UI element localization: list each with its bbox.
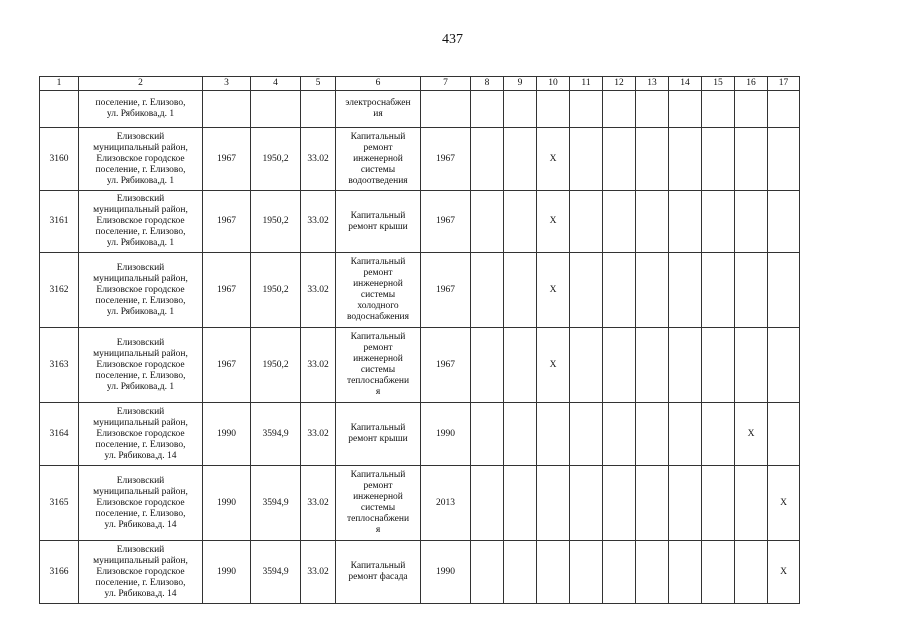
mark-cell bbox=[603, 253, 636, 328]
address-cell-line: Елизовский bbox=[116, 194, 165, 204]
mark-cell bbox=[735, 541, 768, 604]
work-type-cell-line: ремонт крыши bbox=[348, 221, 408, 232]
mark-cell bbox=[537, 91, 570, 128]
year-cell bbox=[203, 91, 251, 128]
code-cell: 33.02 bbox=[301, 541, 336, 604]
code-cell: 33.02 bbox=[301, 128, 336, 191]
mark-cell: X bbox=[537, 328, 570, 403]
mark-cell bbox=[537, 541, 570, 604]
header-cell: 6 bbox=[336, 77, 421, 91]
mark-cell: X bbox=[537, 253, 570, 328]
header-cell: 3 bbox=[203, 77, 251, 91]
mark-cell bbox=[603, 541, 636, 604]
work-type-cell-line: Капитальный bbox=[350, 423, 406, 433]
table-row bbox=[40, 128, 800, 191]
mark-cell bbox=[504, 128, 537, 191]
address-cell-line: ул. Рябикова,д. 14 bbox=[104, 450, 177, 461]
work-type-cell-line: инженерной bbox=[353, 153, 403, 164]
mark-cell: X bbox=[768, 466, 800, 541]
header-cell: 9 bbox=[504, 77, 537, 91]
mark-cell bbox=[735, 191, 768, 253]
mark-cell: X bbox=[735, 403, 768, 466]
work-type-cell-line: инженерной bbox=[353, 492, 403, 502]
year-col7-cell: 1967 bbox=[421, 253, 471, 328]
address-cell-line: Елизовское городское bbox=[96, 359, 185, 370]
year-cell: 1967 bbox=[203, 191, 251, 253]
mark-cell bbox=[504, 403, 537, 466]
mark-cell bbox=[504, 253, 537, 328]
address-cell bbox=[79, 191, 203, 253]
address-cell bbox=[79, 403, 203, 466]
address-cell-line: ул. Рябикова,д. 1 bbox=[106, 306, 175, 317]
mark-cell bbox=[702, 253, 735, 328]
year-col7-cell: 1967 bbox=[421, 328, 471, 403]
header-cell: 12 bbox=[603, 77, 636, 91]
row-number: 3164 bbox=[40, 403, 79, 466]
work-type-cell bbox=[336, 91, 421, 128]
mark-cell bbox=[636, 128, 669, 191]
address-cell-line: ул. Рябикова,д. 1 bbox=[106, 381, 175, 392]
mark-cell bbox=[504, 91, 537, 128]
work-type-cell-line: ремонт крыши bbox=[348, 434, 408, 444]
address-cell-line: муниципальный район, bbox=[93, 417, 188, 428]
address-cell-line: муниципальный район, bbox=[93, 555, 188, 566]
address-cell bbox=[79, 328, 203, 403]
address-cell-line: Елизовский bbox=[116, 337, 165, 348]
work-type-cell-line: Капитальный bbox=[350, 257, 406, 267]
mark-cell bbox=[504, 191, 537, 253]
address-cell-line: Елизовское городское bbox=[96, 428, 185, 439]
area-cell: 1950,2 bbox=[251, 253, 301, 328]
mark-cell bbox=[636, 91, 669, 128]
row-number: 3165 bbox=[40, 466, 79, 541]
work-type-cell bbox=[336, 191, 421, 253]
mark-cell bbox=[669, 91, 702, 128]
header-cell: 16 bbox=[735, 77, 768, 91]
address-cell bbox=[79, 253, 203, 328]
mark-cell bbox=[636, 328, 669, 403]
address-cell-line: Елизовский bbox=[116, 406, 165, 417]
mark-cell bbox=[570, 191, 603, 253]
address-cell-line: Елизовский bbox=[116, 544, 165, 555]
mark-cell bbox=[504, 328, 537, 403]
header-cell: 13 bbox=[636, 77, 669, 91]
work-type-cell-line: ремонт bbox=[363, 142, 393, 153]
header-cell: 7 bbox=[421, 77, 471, 91]
address-cell-line: Елизовское городское bbox=[96, 284, 185, 295]
area-cell: 1950,2 bbox=[251, 128, 301, 191]
area-cell: 3594,9 bbox=[251, 466, 301, 541]
mark-cell bbox=[471, 328, 504, 403]
mark-cell bbox=[603, 403, 636, 466]
mark-cell bbox=[735, 253, 768, 328]
mark-cell bbox=[702, 91, 735, 128]
mark-cell bbox=[669, 128, 702, 191]
work-type-cell-line: холодного bbox=[357, 301, 399, 311]
header-cell: 17 bbox=[768, 77, 800, 91]
work-type-cell-line: теплоснабжени bbox=[346, 376, 410, 386]
mark-cell bbox=[603, 328, 636, 403]
address-cell bbox=[79, 91, 203, 128]
address-cell-line: Елизовский bbox=[116, 262, 165, 273]
mark-cell bbox=[603, 466, 636, 541]
work-type-cell-line: ремонт bbox=[363, 343, 393, 353]
mark-cell bbox=[768, 91, 800, 128]
work-type-cell bbox=[336, 403, 421, 466]
work-type-cell-line: Капитальный bbox=[350, 470, 406, 480]
header-cell: 4 bbox=[251, 77, 301, 91]
mark-cell: X bbox=[537, 191, 570, 253]
work-type-cell-line: Капитальный bbox=[350, 131, 406, 142]
address-cell-line: Елизовское городское bbox=[96, 153, 185, 164]
table-row bbox=[40, 541, 800, 604]
row-number: 3166 bbox=[40, 541, 79, 604]
mark-cell bbox=[702, 128, 735, 191]
year-col7-cell: 1990 bbox=[421, 403, 471, 466]
table-row bbox=[40, 328, 800, 403]
mark-cell bbox=[570, 128, 603, 191]
work-type-cell bbox=[336, 253, 421, 328]
table-row bbox=[40, 191, 800, 253]
work-type-cell-line: электроснабжен bbox=[345, 98, 411, 108]
mark-cell bbox=[636, 541, 669, 604]
row-number: 3160 bbox=[40, 128, 79, 191]
mark-cell bbox=[603, 91, 636, 128]
mark-cell bbox=[504, 466, 537, 541]
address-cell-line: Елизовское городское bbox=[96, 216, 185, 226]
row-number: 3163 bbox=[40, 328, 79, 403]
area-cell: 1950,2 bbox=[251, 328, 301, 403]
work-type-cell bbox=[336, 466, 421, 541]
mark-cell bbox=[669, 191, 702, 253]
address-cell-line: Елизовское городское bbox=[96, 566, 185, 577]
area-cell: 1950,2 bbox=[251, 191, 301, 253]
mark-cell bbox=[570, 541, 603, 604]
mark-cell bbox=[768, 403, 800, 466]
mark-cell bbox=[669, 466, 702, 541]
header-cell: 1 bbox=[40, 77, 79, 91]
year-col7-cell: 1967 bbox=[421, 128, 471, 191]
work-type-cell bbox=[336, 128, 421, 191]
work-type-cell-line: ремонт фасада bbox=[348, 572, 408, 582]
address-cell bbox=[79, 541, 203, 604]
mark-cell bbox=[735, 466, 768, 541]
work-type-cell bbox=[336, 541, 421, 604]
table-row bbox=[40, 466, 800, 541]
year-col7-cell: 2013 bbox=[421, 466, 471, 541]
year-cell: 1990 bbox=[203, 466, 251, 541]
work-type-cell-line: водоснабжения bbox=[346, 312, 410, 322]
work-type-cell-line: теплоснабжени bbox=[346, 514, 410, 524]
address-cell-line: муниципальный район, bbox=[93, 486, 188, 497]
work-type-cell-line: Капитальный bbox=[350, 332, 406, 342]
address-cell-line: ул. Рябикова,д. 1 bbox=[106, 109, 175, 119]
mark-cell bbox=[603, 191, 636, 253]
mark-cell bbox=[702, 541, 735, 604]
address-cell-line: ул. Рябикова,д. 14 bbox=[104, 588, 177, 599]
address-cell bbox=[79, 128, 203, 191]
address-cell-line: поселение, г. Елизово, bbox=[95, 295, 186, 306]
code-cell: 33.02 bbox=[301, 403, 336, 466]
address-cell-line: ул. Рябикова,д. 1 bbox=[106, 175, 175, 186]
works-table bbox=[39, 76, 800, 604]
header-cell: 14 bbox=[669, 77, 702, 91]
header-cell: 15 bbox=[702, 77, 735, 91]
mark-cell bbox=[570, 91, 603, 128]
mark-cell bbox=[669, 253, 702, 328]
mark-cell bbox=[702, 328, 735, 403]
page-number: 437 bbox=[442, 32, 463, 47]
year-col7-cell: 1967 bbox=[421, 191, 471, 253]
address-cell-line: муниципальный район, bbox=[93, 273, 188, 284]
mark-cell bbox=[537, 403, 570, 466]
mark-cell bbox=[669, 328, 702, 403]
work-type-cell-line: системы bbox=[360, 290, 396, 300]
address-cell-line: поселение, г. Елизово, bbox=[95, 577, 186, 588]
work-type-cell-line: системы bbox=[360, 365, 396, 375]
code-cell: 33.02 bbox=[301, 466, 336, 541]
work-type-cell-line: системы bbox=[360, 164, 396, 175]
mark-cell bbox=[636, 253, 669, 328]
mark-cell bbox=[768, 328, 800, 403]
address-cell-line: Елизовское городское bbox=[96, 497, 185, 508]
mark-cell bbox=[768, 191, 800, 253]
mark-cell bbox=[504, 541, 537, 604]
code-cell: 33.02 bbox=[301, 253, 336, 328]
mark-cell bbox=[570, 328, 603, 403]
address-cell-line: ул. Рябикова,д. 14 bbox=[104, 519, 177, 530]
mark-cell bbox=[702, 466, 735, 541]
header-cell: 8 bbox=[471, 77, 504, 91]
work-type-cell-line: водоотведения bbox=[348, 175, 408, 186]
header-cell: 11 bbox=[570, 77, 603, 91]
mark-cell bbox=[570, 466, 603, 541]
mark-cell bbox=[735, 328, 768, 403]
year-cell: 1990 bbox=[203, 403, 251, 466]
year-cell: 1967 bbox=[203, 128, 251, 191]
mark-cell bbox=[471, 128, 504, 191]
year-col7-cell: 1990 bbox=[421, 541, 471, 604]
work-type-cell-line: системы bbox=[360, 503, 396, 513]
header-cell: 5 bbox=[301, 77, 336, 91]
header-row bbox=[40, 77, 800, 91]
work-type-cell-line: ремонт bbox=[363, 268, 393, 278]
code-cell: 33.02 bbox=[301, 328, 336, 403]
address-cell-line: муниципальный район, bbox=[93, 205, 188, 215]
area-cell: 3594,9 bbox=[251, 541, 301, 604]
work-type-cell-line: ремонт bbox=[363, 481, 393, 491]
address-cell-line: поселение, г. Елизово, bbox=[95, 508, 186, 519]
address-cell-line: ул. Рябикова,д. 1 bbox=[106, 238, 175, 248]
address-cell-line: Елизовский bbox=[116, 475, 165, 486]
row-number bbox=[40, 91, 79, 128]
mark-cell bbox=[570, 403, 603, 466]
work-type-cell-line: Капитальный bbox=[350, 210, 406, 221]
row-number: 3161 bbox=[40, 191, 79, 253]
mark-cell bbox=[471, 191, 504, 253]
address-cell bbox=[79, 466, 203, 541]
mark-cell bbox=[768, 128, 800, 191]
mark-cell bbox=[636, 466, 669, 541]
work-type-cell-line: Капитальный bbox=[350, 561, 406, 571]
year-col7-cell bbox=[421, 91, 471, 128]
mark-cell bbox=[636, 191, 669, 253]
table-row bbox=[40, 91, 800, 128]
address-cell-line: муниципальный район, bbox=[93, 142, 188, 153]
mark-cell: X bbox=[768, 541, 800, 604]
code-cell: 33.02 bbox=[301, 191, 336, 253]
header-cell: 10 bbox=[537, 77, 570, 91]
year-cell: 1990 bbox=[203, 541, 251, 604]
address-cell-line: поселение, г. Елизово, bbox=[95, 439, 186, 450]
table-row bbox=[40, 253, 800, 328]
mark-cell bbox=[570, 253, 603, 328]
work-type-cell bbox=[336, 328, 421, 403]
work-type-cell-line: я bbox=[375, 387, 381, 397]
mark-cell bbox=[636, 403, 669, 466]
mark-cell bbox=[537, 466, 570, 541]
mark-cell bbox=[735, 91, 768, 128]
mark-cell bbox=[735, 128, 768, 191]
address-cell-line: муниципальный район, bbox=[93, 348, 188, 359]
address-cell-line: поселение, г. Елизово, bbox=[95, 370, 186, 381]
mark-cell bbox=[471, 466, 504, 541]
mark-cell bbox=[702, 403, 735, 466]
mark-cell bbox=[669, 403, 702, 466]
year-cell: 1967 bbox=[203, 253, 251, 328]
mark-cell bbox=[669, 541, 702, 604]
work-type-cell-line: инженерной bbox=[353, 279, 403, 289]
address-cell-line: поселение, г. Елизово, bbox=[95, 227, 186, 237]
mark-cell bbox=[603, 128, 636, 191]
mark-cell bbox=[471, 403, 504, 466]
work-type-cell-line: инженерной bbox=[353, 354, 403, 364]
table-row bbox=[40, 403, 800, 466]
address-cell-line: поселение, г. Елизово, bbox=[95, 164, 186, 175]
area-cell: 3594,9 bbox=[251, 403, 301, 466]
area-cell bbox=[251, 91, 301, 128]
mark-cell bbox=[768, 253, 800, 328]
mark-cell bbox=[471, 91, 504, 128]
mark-cell: X bbox=[537, 128, 570, 191]
code-cell bbox=[301, 91, 336, 128]
work-type-cell-line: ия bbox=[373, 109, 383, 119]
mark-cell bbox=[471, 541, 504, 604]
header-cell: 2 bbox=[79, 77, 203, 91]
address-cell-line: Елизовский bbox=[116, 131, 165, 142]
row-number: 3162 bbox=[40, 253, 79, 328]
mark-cell bbox=[471, 253, 504, 328]
work-type-cell-line: я bbox=[375, 525, 381, 535]
address-cell-line: поселение, г. Елизово, bbox=[95, 98, 186, 108]
year-cell: 1967 bbox=[203, 328, 251, 403]
mark-cell bbox=[702, 191, 735, 253]
